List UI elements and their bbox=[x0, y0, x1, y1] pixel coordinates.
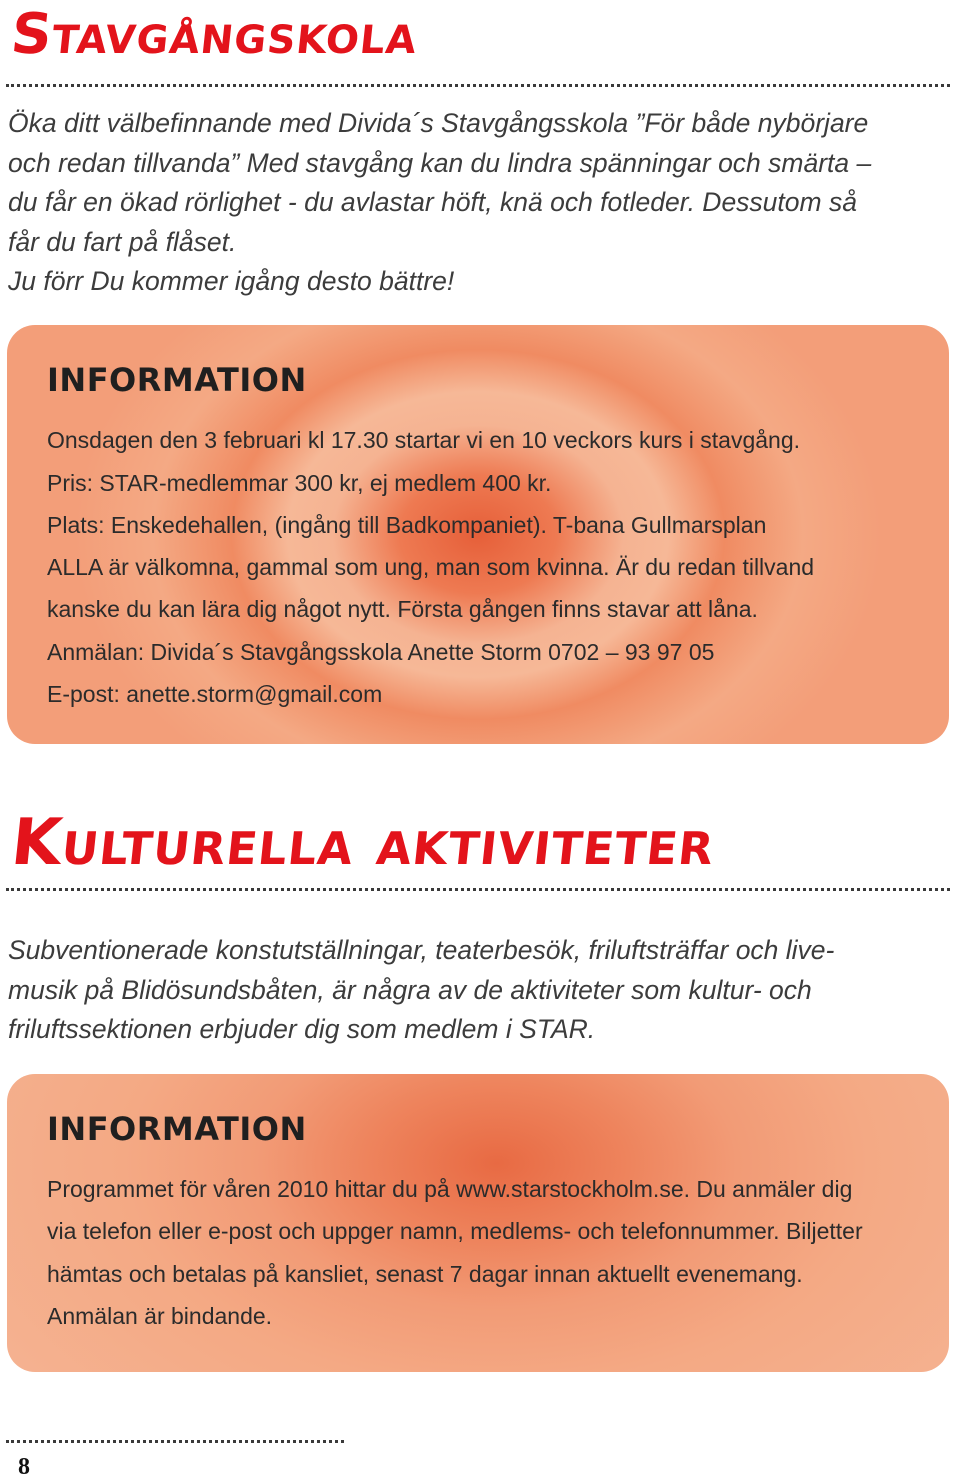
section-title-kultur: Kulturella aktiviteter bbox=[8, 806, 719, 880]
page-number: 8 bbox=[18, 1454, 30, 1480]
intro-line: friluftssektionen erbjuder dig som medlem i STAR. bbox=[8, 1014, 596, 1044]
intro-line: Öka ditt välbefinnande med Divida´s Stavgångsskola ”För både nybörjare bbox=[8, 108, 869, 138]
info-line: ALLA är välkomna, gammal som ung, man som kvinna. Är du redan tillvand bbox=[47, 554, 815, 580]
intro-line: får du fart på flåset. bbox=[8, 226, 237, 257]
info-box-stavgang bbox=[7, 325, 949, 744]
info-box-kultur bbox=[7, 1074, 949, 1372]
info-line: Anmälan: Divida´s Stavgångsskola Anette Storm 0702 – 93 97 05 bbox=[47, 639, 715, 665]
info-line: kanske du kan lära dig något nytt. Första gången finns stavar att låna. bbox=[47, 596, 758, 622]
intro-text-kultur bbox=[8, 931, 948, 1050]
intro-line: Ju förr Du kommer igång desto bättre! bbox=[8, 266, 455, 296]
dotted-divider bbox=[6, 84, 950, 87]
info-line: Plats: Enskedehallen, (ingång till Badkompaniet). T-bana Gullmarsplan bbox=[47, 512, 767, 538]
info-email-line: E-post: anette.storm@gmail.com bbox=[47, 681, 383, 707]
intro-line: Subventionerade konstutställningar, teaterbesök, friluftsträffar och live- bbox=[8, 935, 835, 965]
info-line: hämtas och betalas på kansliet, senast 7 dagar innan aktuellt evenemang. bbox=[47, 1261, 803, 1287]
info-line: Anmälan är bindande. bbox=[47, 1303, 273, 1329]
info-line: Programmet för våren 2010 hittar du på www.starstockholm.se. Du anmäler dig bbox=[47, 1176, 853, 1202]
info-heading: INFORMATION bbox=[47, 361, 307, 399]
intro-text-stavgang bbox=[8, 104, 948, 302]
info-line: via telefon eller e-post och uppger namn, medlems- och telefonnummer. Biljetter bbox=[47, 1218, 863, 1244]
dotted-divider bbox=[6, 888, 950, 891]
info-heading: INFORMATION bbox=[47, 1110, 307, 1148]
intro-line: du får en ökad rörlighet - du avlastar höft, knä och fotleder. Dessutom så bbox=[8, 187, 857, 217]
footer-dotted-divider bbox=[6, 1440, 344, 1443]
section-title-stavgang: Stavgångskola bbox=[8, 2, 422, 67]
info-line: Pris: STAR-medlemmar 300 kr, ej medlem 400 kr. bbox=[47, 470, 552, 496]
intro-line: och redan tillvanda” Med stavgång kan du lindra spänningar och smärta – bbox=[8, 147, 872, 178]
info-line: Onsdagen den 3 februari kl 17.30 startar vi en 10 veckors kurs i stavgång. bbox=[47, 427, 801, 453]
intro-line: musik på Blidösundsbåten, är några av de aktiviteter som kultur- och bbox=[8, 974, 812, 1005]
